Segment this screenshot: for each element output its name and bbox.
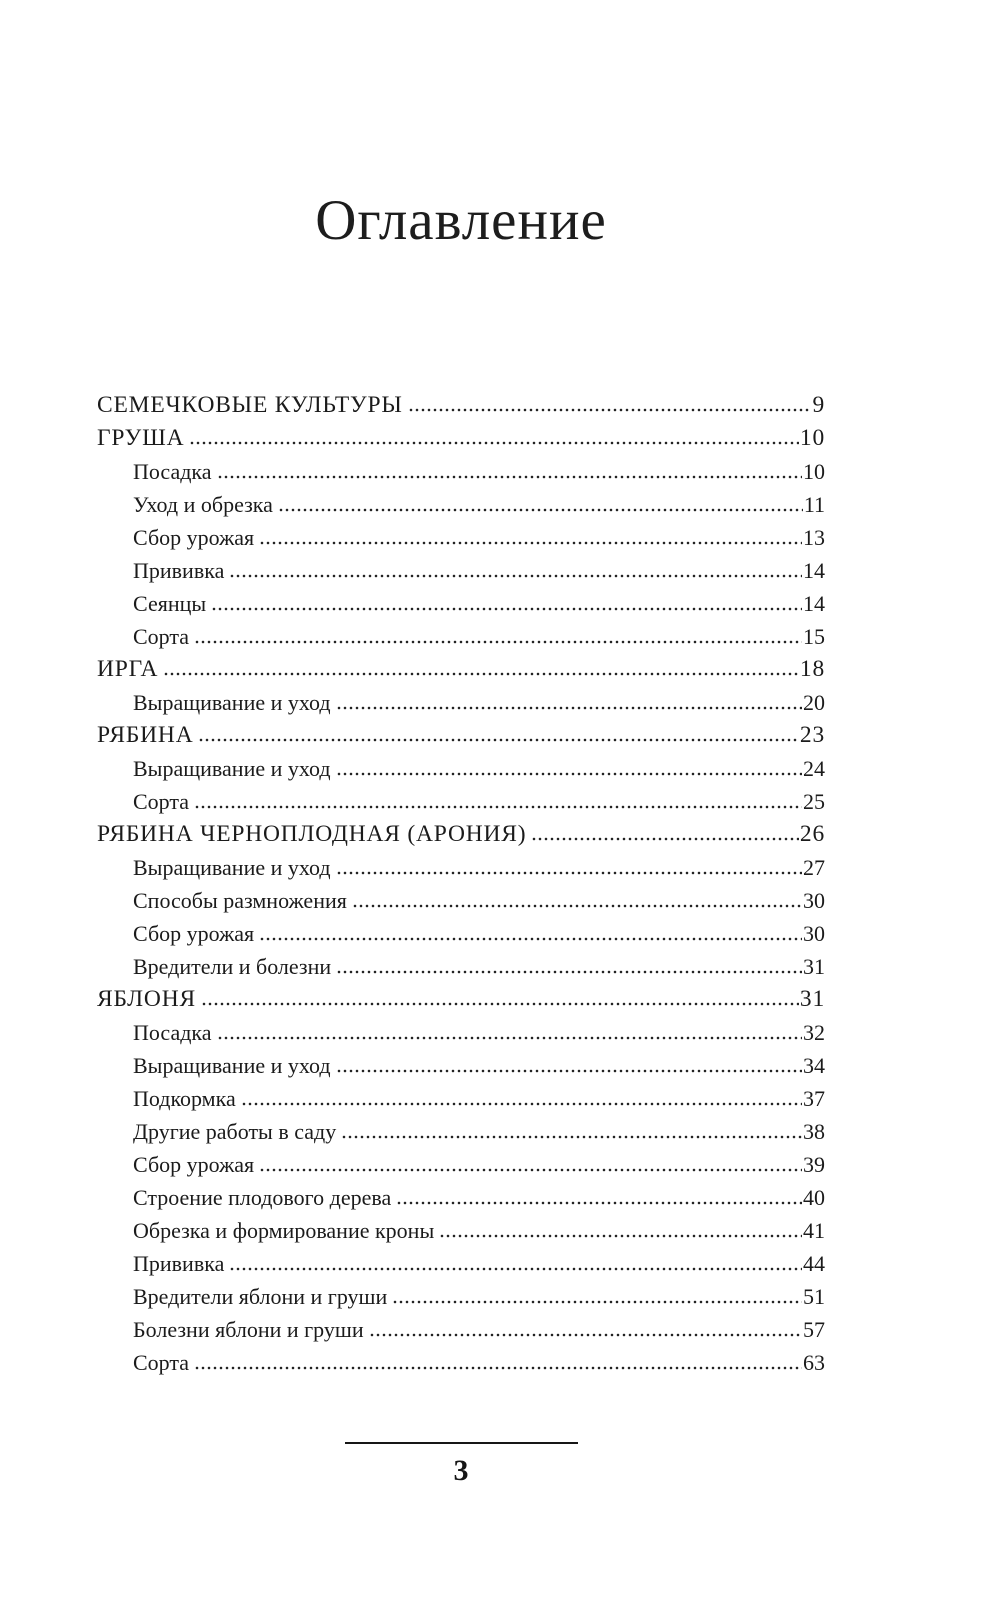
toc-entry	[97, 1313, 825, 1346]
toc-entry-page: 27	[803, 855, 825, 880]
toc-entry-label: Уход и обрезка	[133, 492, 273, 517]
toc-entry-label: ЯБЛОНЯ	[97, 986, 196, 1012]
toc-entry	[97, 620, 825, 653]
page-title: Оглавление	[315, 189, 607, 252]
toc-entry-page: 26	[799, 821, 825, 847]
toc-entry-page: 63	[803, 1350, 825, 1375]
toc-entry-page: 14	[803, 558, 825, 583]
toc-entry-page: 41	[803, 1218, 825, 1243]
toc-leader-dots	[229, 1267, 802, 1271]
toc-leader-dots	[336, 1069, 802, 1073]
toc-entry-label: Подкормка	[133, 1086, 236, 1111]
toc-entry-label: Выращивание и уход	[133, 1053, 331, 1078]
toc-entry	[97, 455, 825, 488]
toc-entry	[97, 1280, 825, 1313]
toc-entry-label: Сбор урожая	[133, 921, 255, 946]
toc-entry	[97, 950, 825, 983]
toc-leader-dots	[229, 574, 802, 578]
toc-entry-page: 37	[803, 1086, 825, 1111]
toc-entry-label: Сбор урожая	[133, 1152, 255, 1177]
toc-entry	[97, 1016, 825, 1049]
toc-entry-page: 10	[803, 459, 825, 484]
footer-divider	[345, 1442, 578, 1444]
toc-leader-dots	[396, 1201, 802, 1205]
toc-entry-page: 14	[803, 591, 825, 616]
toc-entry-page: 10	[799, 425, 825, 451]
toc-entry-label: СЕМЕЧКОВЫЕ КУЛЬТУРЫ	[97, 392, 403, 418]
toc-leader-dots	[259, 937, 802, 941]
toc-entry	[97, 983, 825, 1016]
toc-leader-dots	[336, 871, 802, 875]
toc-entry-page: 44	[803, 1251, 825, 1276]
toc-leader-dots	[352, 904, 802, 908]
toc-entry	[97, 686, 825, 719]
toc-entry	[97, 1115, 825, 1148]
toc-leader-dots	[217, 475, 802, 479]
toc-entry-page: 57	[803, 1317, 825, 1342]
toc-entry	[97, 917, 825, 950]
toc-entry-label: Вредители и болезни	[133, 954, 332, 979]
toc-entry	[97, 1082, 825, 1115]
toc-leader-dots	[211, 607, 802, 611]
toc-entry-label: Вредители яблони и груши	[133, 1284, 388, 1309]
toc-leader-dots	[259, 1168, 802, 1172]
toc-entry-label: Прививка	[133, 558, 225, 583]
toc-entry-page: 25	[803, 789, 825, 814]
toc-entry	[97, 818, 825, 851]
toc-leader-dots	[408, 408, 812, 412]
toc-entry-page: 51	[803, 1284, 825, 1309]
toc-leader-dots	[198, 738, 798, 742]
toc-entry	[97, 554, 825, 587]
toc-leader-dots	[336, 772, 802, 776]
page-content	[97, 0, 825, 1488]
toc-entry-label: Сбор урожая	[133, 525, 255, 550]
toc-entry-page: 20	[803, 690, 825, 715]
toc-leader-dots	[336, 970, 802, 974]
toc-entry	[97, 1214, 825, 1247]
toc-entry-label: Сорта	[133, 1350, 190, 1375]
toc-entry-page: 13	[803, 525, 825, 550]
toc-entry	[97, 1181, 825, 1214]
toc-entry-page: 23	[799, 722, 825, 748]
toc-entry-page: 15	[803, 624, 825, 649]
toc-entry-label: Сорта	[133, 789, 190, 814]
toc-entry	[97, 389, 825, 422]
toc-entry	[97, 587, 825, 620]
toc-entry-page: 31	[799, 986, 825, 1012]
toc-leader-dots	[259, 541, 802, 545]
toc-entry-page: 40	[803, 1185, 825, 1210]
toc-leader-dots	[392, 1300, 802, 1304]
toc-entry-label: РЯБИНА ЧЕРНОПЛОДНАЯ (АРОНИЯ)	[97, 821, 527, 847]
toc-leader-dots	[369, 1333, 802, 1337]
toc-entry	[97, 1346, 825, 1379]
toc-entry	[97, 785, 825, 818]
toc-entry-label: Сорта	[133, 624, 190, 649]
toc-leader-dots	[241, 1102, 802, 1106]
toc-entry-page: 11	[803, 492, 825, 517]
toc-entry-page: 38	[803, 1119, 825, 1144]
toc-leader-dots	[163, 672, 799, 676]
toc-entry-label: ИРГА	[97, 656, 159, 682]
toc-entry	[97, 422, 825, 455]
toc-entry	[97, 851, 825, 884]
toc-entry-page: 18	[799, 656, 825, 682]
toc-leader-dots	[278, 508, 803, 512]
toc-entry-page: 31	[803, 954, 825, 979]
toc-leader-dots	[531, 837, 799, 841]
toc-leader-dots	[189, 441, 799, 445]
toc-entry-page: 9	[812, 392, 825, 418]
toc-leader-dots	[341, 1135, 802, 1139]
toc-entry-label: Другие работы в саду	[133, 1119, 337, 1144]
toc-entry-page: 30	[803, 921, 825, 946]
toc-entry	[97, 521, 825, 554]
toc-entry-label: Выращивание и уход	[133, 690, 331, 715]
toc-leader-dots	[194, 640, 802, 644]
toc-entry-page: 24	[803, 756, 825, 781]
page-number: 3	[453, 1454, 469, 1487]
toc-entry-label: Строение плодового дерева	[133, 1185, 392, 1210]
toc-leader-dots	[194, 805, 802, 809]
toc-entry	[97, 752, 825, 785]
toc-entry-label: Посадка	[133, 459, 212, 484]
toc-entry-label: Выращивание и уход	[133, 756, 331, 781]
toc-entry	[97, 1247, 825, 1280]
toc-entry	[97, 1049, 825, 1082]
toc-list	[97, 389, 825, 1379]
toc-entry	[97, 653, 825, 686]
toc-entry-label: Прививка	[133, 1251, 225, 1276]
toc-entry	[97, 488, 825, 521]
toc-entry-page: 34	[803, 1053, 825, 1078]
toc-entry	[97, 1148, 825, 1181]
toc-entry	[97, 719, 825, 752]
toc-entry-label: РЯБИНА	[97, 722, 194, 748]
toc-leader-dots	[439, 1234, 802, 1238]
toc-entry-label: Сеянцы	[133, 591, 207, 616]
toc-leader-dots	[201, 1002, 799, 1006]
toc-entry-label: Способы размножения	[133, 888, 347, 913]
toc-entry-label: Выращивание и уход	[133, 855, 331, 880]
toc-entry-label: Посадка	[133, 1020, 212, 1045]
toc-entry-label: ГРУША	[97, 425, 185, 451]
toc-leader-dots	[336, 706, 802, 710]
toc-leader-dots	[217, 1036, 802, 1040]
toc-entry-page: 30	[803, 888, 825, 913]
toc-entry	[97, 884, 825, 917]
toc-entry-label: Болезни яблони и груши	[133, 1317, 364, 1342]
toc-entry-page: 32	[803, 1020, 825, 1045]
toc-entry-label: Обрезка и формирование кроны	[133, 1218, 435, 1243]
toc-entry-page: 39	[803, 1152, 825, 1177]
toc-leader-dots	[194, 1366, 802, 1370]
